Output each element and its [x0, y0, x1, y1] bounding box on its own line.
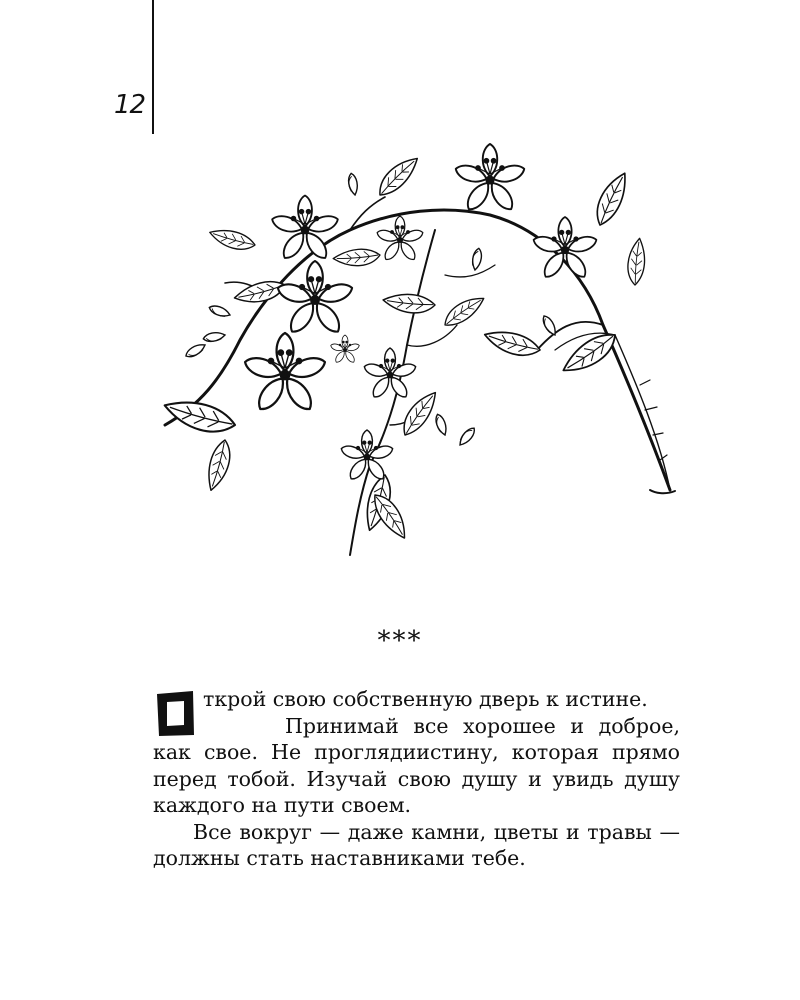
svg-text:О: О [174, 722, 176, 723]
margin-rule [152, 0, 154, 134]
section-separator: *** [377, 626, 423, 656]
cherry-blossom-branch-icon [145, 135, 690, 585]
drop-cap [153, 688, 197, 738]
paragraph-2: Все вокруг — даже камни, цветы и травы — должны стать наставниками тебе. [153, 819, 680, 870]
page-number: 12 [114, 90, 146, 120]
paragraph-1-body: Принимай все хорошее и доброе, как свое. Не проглядиистину, которая прямо перед тобой. Изучай свою душу и увидь душу каждого на пути своем. [153, 713, 680, 817]
paragraph-1-first-line: ткрой свою собственную дверь к истине. [203, 687, 648, 711]
paragraph-1 [153, 686, 680, 819]
body-text [153, 686, 680, 872]
